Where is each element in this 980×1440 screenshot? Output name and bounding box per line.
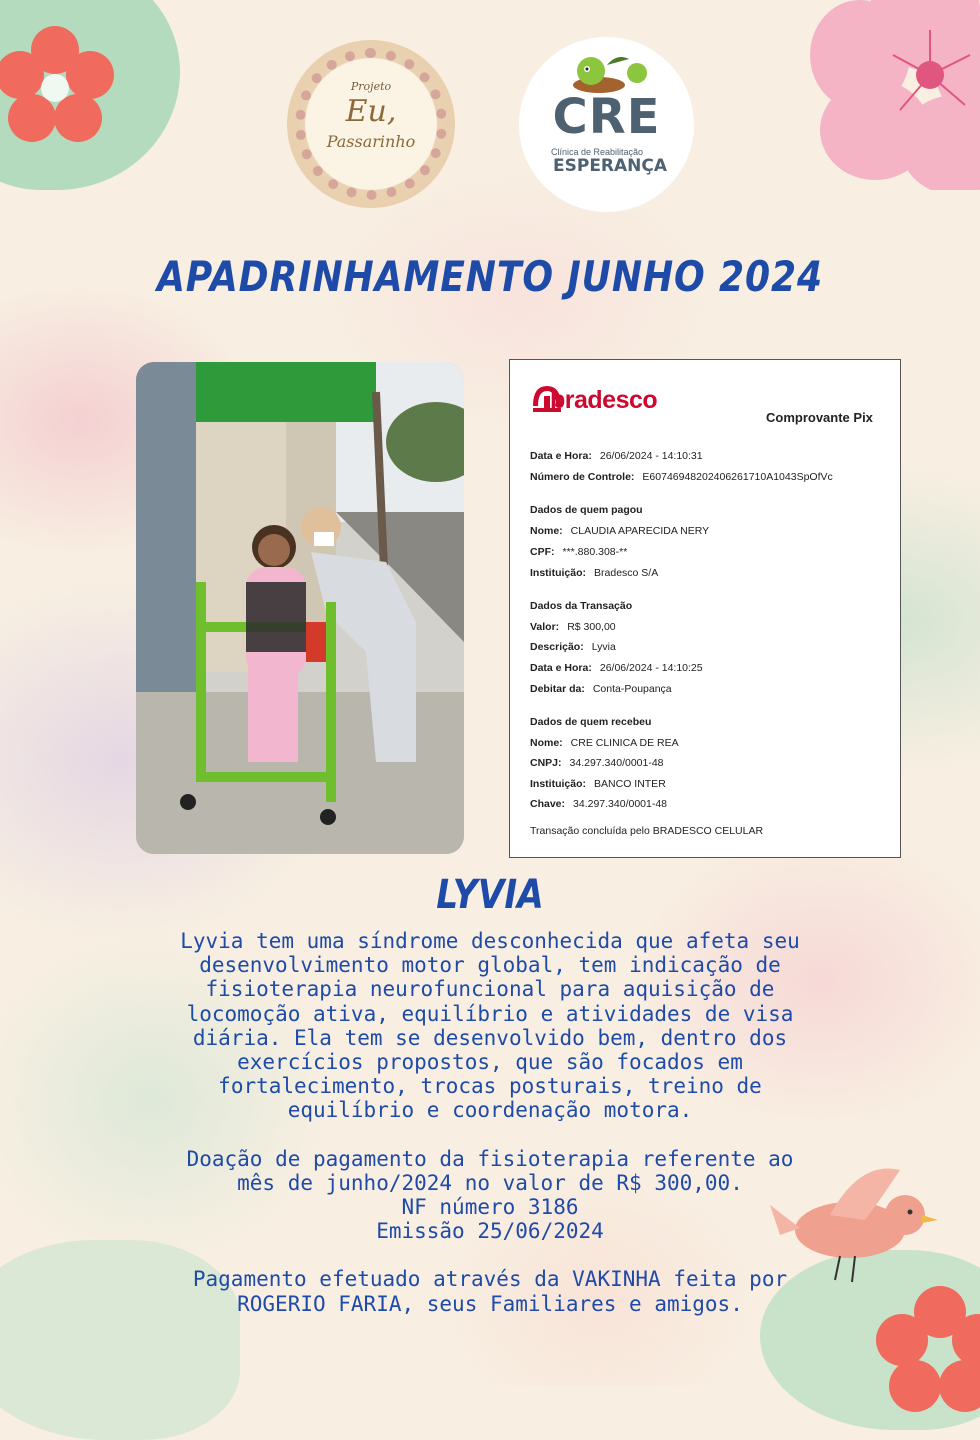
receipt-row: Nome: CLAUDIA APARECIDA NERY [530,525,710,537]
description-line: desenvolvimento motor global, tem indicação de [199,953,781,978]
description-line: exercícios propostos, que são focados em [237,1050,743,1075]
receipt-row: Data e Hora: 26/06/2024 - 14:10:25 [530,662,703,674]
receipt-footer: Transação concluída pelo BRADESCO CELULAR [530,825,764,837]
receipt-title: Comprovante Pix [766,410,873,425]
receipt-row: Debitar da: Conta-Poupança [530,683,672,695]
description-line: fortalecimento, trocas posturais, treino de [218,1074,762,1099]
receipt-row: Nome: CRE CLINICA DE REA [530,737,679,749]
description-line: Lyvia tem uma síndrome desconhecida que afeta seu [180,929,800,953]
description-line: diária. Ela tem se desenvolvido bem, dentro dos [192,1025,788,1050]
receipt-row: Descrição: Lyvia [530,641,616,653]
description-line: equilíbrio e coordenação motora. [287,1098,693,1123]
receipt-row: Chave: 34.297.340/0001-48 [530,798,668,810]
receipt-row: Data e Hora: 26/06/2024 - 14:10:31 [530,450,703,462]
pink-flower-icon [805,0,980,190]
child-photo [136,362,464,854]
transaction-section-title: Dados da Transação [530,600,633,612]
page-title: APADRINHAMENTO JUNHO 2024 [156,252,824,301]
receipt-row: Instituição: Bradesco S/A [530,567,659,579]
cre-logo-name: ESPERANÇA [553,156,668,176]
payment-line: ROGERIO FARIA, seus Familiares e amigos. [237,1291,743,1316]
child-name: LYVIA [436,872,544,918]
description-block [110,929,870,1316]
receipt-row: Instituição: BANCO INTER [530,778,666,790]
receipt-row: Número de Controle: E60746948202406261710A1043SpOfVc [530,471,833,483]
description-line: locomoção ativa, equilíbrio e atividades de visa [186,1001,794,1026]
flower-icon [870,1280,980,1420]
photo-illustration [136,362,464,854]
logo-line-1: Eu, [345,94,397,129]
donation-line: mês de junho/2024 no valor de R$ 300,00. [237,1170,743,1195]
cre-logo [519,37,694,212]
projeto-eu-passarinho-logo [287,40,455,208]
receipt-row: CPF: ***.880.308-** [530,546,628,558]
logo-small-text: Projeto [350,80,392,93]
bank-name: bradesco [550,386,658,414]
donation-line: Doação de pagamento da fisioterapia referente ao [186,1146,794,1171]
flower-icon [0,20,120,150]
logo-line-2: Passarinho [326,132,416,151]
payee-section-title: Dados de quem recebeu [530,716,652,728]
receipt-row: CNPJ: 34.297.340/0001-48 [530,757,664,769]
cre-logo-subtitle: Clínica de Reabilitação [551,147,644,157]
payment-line: Pagamento efetuado através da VAKINHA feita por [192,1267,788,1292]
donation-line: Emissão 25/06/2024 [376,1219,604,1244]
description-line: fisioterapia neurofuncional para aquisição de [205,977,775,1002]
receipt-row: Valor: R$ 300,00 [530,621,616,633]
donation-line: NF número 3186 [401,1195,579,1220]
payer-section-title: Dados de quem pagou [530,504,643,516]
cre-logo-text: CRE [552,89,661,145]
pix-receipt [509,359,901,858]
